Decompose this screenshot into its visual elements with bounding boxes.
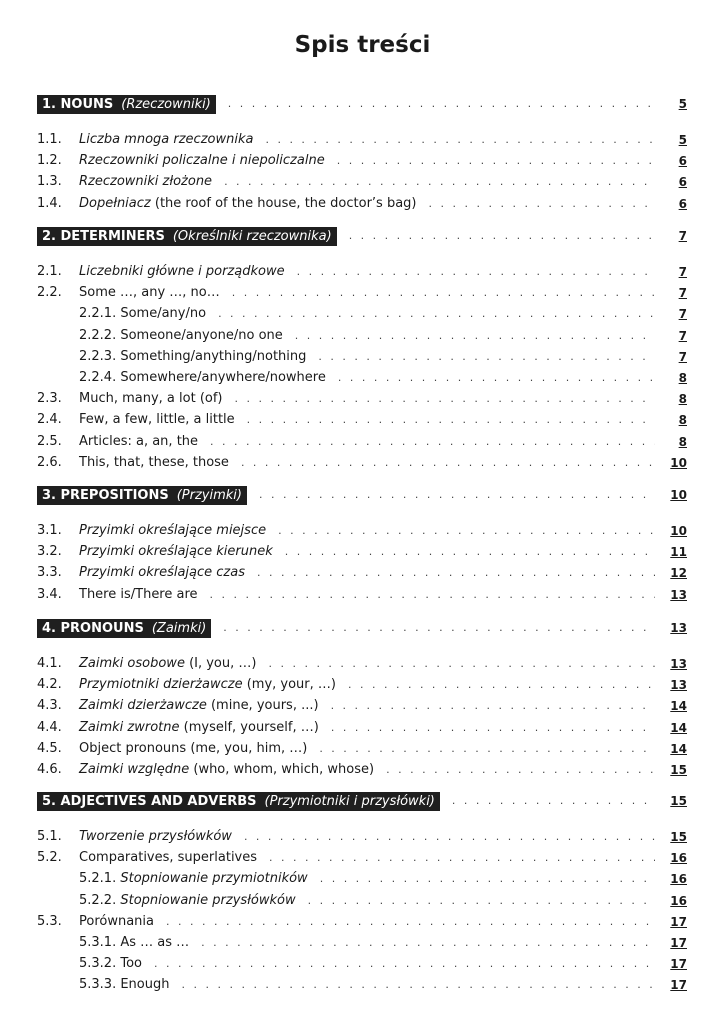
item-number: 2.1. [37,264,62,279]
item-prefix: 5.2.1. [79,871,121,887]
toc-subitem[interactable] [37,891,687,911]
dot-leader [241,453,655,473]
item-label [79,194,417,214]
item-number: 2.4. [37,412,62,428]
dot-leader [244,827,655,847]
item-label-text: 5.3.2. Too [79,956,142,972]
item-label-text: Comparatives, superlatives [79,850,258,866]
toc-subitem[interactable] [37,326,687,346]
item-number: 2.6. [37,454,62,470]
item-label-text: This, that, these, those [79,454,229,470]
dot-leader [247,410,655,430]
item-label [79,389,223,409]
item-number: 3.2. [37,544,62,560]
dot-leader [232,283,655,303]
page-number[interactable]: 7 [678,229,687,243]
item-label [79,542,273,562]
item-label-text: 2.2.3. Something/anything/nothing [79,348,307,364]
page-number[interactable]: 14 [670,720,687,735]
dot-leader [210,585,655,605]
dot-leader [210,432,655,452]
item-label-italic: Przyimki określające kierunek [79,544,273,560]
item-label [79,739,307,759]
item-label [79,585,198,605]
toc-item[interactable] [37,389,687,409]
page-number[interactable]: 8 [678,371,687,385]
page-number[interactable]: 6 [678,196,687,211]
dot-leader [348,675,655,695]
item-label [79,326,283,346]
page-number[interactable]: 15 [670,763,687,777]
item-label-italic: Przyimki określające czas [79,565,245,581]
item-label-text: (I, you, …) [184,656,257,671]
dot-leader [349,226,655,246]
toc-item[interactable] [37,675,687,695]
item-label-italic: Rzeczowniki policzalne i niepoliczalne [79,153,325,169]
item-label-italic: Dopełniacz [79,195,151,211]
dot-leader [278,521,655,541]
page-number[interactable]: 11 [670,545,687,560]
item-number: 4.4. [37,719,62,735]
item-label-text: Object pronouns (me, you, him, …) [79,740,308,756]
page-number[interactable]: 5 [678,97,687,111]
item-label-text: Few, a few, little, a little [79,412,235,428]
item-label [79,718,319,738]
section-title-label [37,619,211,638]
item-number: 3.4. [37,586,62,602]
dot-leader [386,760,655,780]
item-label-text: 2.2.4. Somewhere/anywhere/nowhere [79,370,326,385]
dot-leader [201,933,655,953]
page-number[interactable]: 7 [678,328,687,343]
page-number[interactable]: 13 [670,657,687,671]
dot-leader [308,891,655,911]
page-number[interactable]: 14 [670,741,687,756]
toc-item[interactable] [37,585,687,605]
item-label [79,848,257,868]
item-label-italic: Zaimki zwrotne [79,719,180,735]
section-title-label [37,486,247,505]
item-label-text: There is/There are [79,586,198,602]
dot-leader [452,791,655,811]
dot-leader [265,130,655,150]
toc-item[interactable] [37,848,687,868]
item-label-italic: Liczba mnoga rzeczownika [79,132,254,147]
item-label [79,347,306,367]
toc-item[interactable] [37,130,687,150]
item-number: 5.2. [37,850,62,866]
item-label [79,891,296,911]
item-label [79,130,253,150]
dot-leader [429,194,656,214]
page-number[interactable]: 16 [670,872,687,887]
toc-item[interactable] [37,194,687,214]
dot-leader [259,485,655,505]
page-number[interactable]: 13 [670,621,687,635]
toc-subitem[interactable] [37,954,687,974]
item-label-italic: Rzeczowniki złożone [79,174,213,190]
item-prefix: 5.2.2. [79,892,121,908]
dot-leader [218,304,655,324]
item-label-text: 5.3.3. Enough [79,977,170,993]
section-title: 5. ADJECTIVES AND ADVERBS [42,793,257,809]
dot-leader [154,954,655,974]
toc-item[interactable] [37,151,687,171]
page-number[interactable]: 16 [670,893,687,908]
toc-item[interactable] [37,410,687,430]
toc-section-header[interactable] [37,791,687,811]
toc-item[interactable] [37,696,687,716]
item-label [79,696,319,716]
item-label-text: (myself, yourself, …) [179,719,319,735]
toc-subitem[interactable] [37,933,687,953]
page-number[interactable]: 17 [670,957,687,972]
section-title-label [37,792,440,811]
toc-section-header[interactable] [37,226,687,246]
item-number: 4.5. [37,740,62,756]
dot-leader [269,848,655,868]
item-label-italic: Tworzenie przysłówków [79,829,232,844]
dot-leader [223,618,655,638]
page-number[interactable]: 15 [670,830,687,844]
item-number: 1.4. [37,195,62,211]
item-label [79,933,189,953]
item-label-italic: Przymiotniki dzierżawcze [79,677,243,693]
section-subtitle: (Zaimki) [151,620,207,636]
item-number: 3.3. [37,565,62,581]
section-subtitle: (Przyimki) [176,487,242,503]
page-number[interactable]: 7 [678,349,687,364]
toc-item[interactable] [37,432,687,452]
page-number[interactable]: 7 [678,286,687,301]
item-label-text: Articles: a, an, the [79,433,199,449]
section-title: 1. NOUNS [42,96,114,112]
item-label [79,172,212,192]
item-label-italic: Zaimki osobowe [79,656,185,671]
toc-item[interactable] [37,262,687,282]
section-title: 4. PRONOUNS [42,620,144,636]
item-number: 4.6. [37,762,62,777]
page-number[interactable]: 7 [678,307,687,322]
dot-leader [257,563,655,583]
toc-subitem[interactable] [37,347,687,367]
item-number: 1.2. [37,153,62,169]
item-label-text: Some …, any …, no… [79,285,220,301]
dot-leader [320,869,655,889]
dot-leader [331,696,655,716]
page-number[interactable]: 10 [670,524,687,538]
item-label-italic: Stopniowanie przysłówków [120,892,296,908]
dot-leader [224,172,655,192]
dot-leader [297,262,655,282]
item-label-italic: Liczebniki główne i porządkowe [79,264,285,279]
item-number: 4.3. [37,698,62,714]
item-number: 5.3. [37,913,62,929]
item-number: 4.1. [37,656,62,671]
item-label [79,675,336,695]
toc-item[interactable] [37,563,687,583]
toc-item[interactable] [37,827,687,847]
toc-item[interactable] [37,654,687,674]
dot-leader [318,347,655,367]
dot-leader [338,368,655,388]
section-title: 3. PREPOSITIONS [42,487,169,503]
page-number[interactable]: 8 [678,413,687,428]
item-number: 1.3. [37,174,62,190]
toc-item[interactable] [37,542,687,562]
dot-leader [337,151,655,171]
item-label-text: (my, your, …) [242,677,336,693]
item-label [79,975,169,995]
page-number[interactable]: 15 [670,794,687,808]
page-number[interactable]: 10 [670,488,687,502]
item-label [79,283,220,303]
item-label [79,563,245,583]
item-number: 2.5. [37,433,62,449]
item-label [79,453,229,473]
item-number: 3.1. [37,523,62,538]
page-number[interactable]: 6 [678,154,687,169]
dot-leader [235,389,655,409]
item-label [79,151,325,171]
item-label [79,368,326,388]
item-label [79,827,232,847]
toc-item[interactable] [37,718,687,738]
dot-leader [331,718,655,738]
toc-item[interactable] [37,739,687,759]
section-subtitle: (Określniki rzeczownika) [172,228,332,244]
page-number[interactable]: 14 [670,699,687,714]
dot-leader [268,654,655,674]
item-label-text: (who, whom, which, whose) [189,762,375,777]
item-number: 4.2. [37,677,62,693]
page-number[interactable]: 17 [670,978,687,993]
section-subtitle: (Przymiotniki i przysłówki) [264,793,435,809]
dot-leader [295,326,655,346]
page-number[interactable]: 8 [678,434,687,449]
dot-leader [166,912,655,932]
section-subtitle: (Rzeczowniki) [121,96,211,112]
section-title: 2. DETERMINERS [42,228,165,244]
item-label-text: (the roof of the house, the doctor’s bag) [150,195,417,211]
toc-subitem[interactable] [37,975,687,995]
toc-item[interactable] [37,283,687,303]
item-number: 5.1. [37,829,62,844]
page-number[interactable]: 17 [670,914,687,929]
page-number[interactable]: 16 [670,851,687,866]
item-label-text: Porównania [79,913,154,929]
page-number[interactable]: 17 [670,936,687,950]
item-label [79,912,154,932]
item-label-italic: Stopniowanie przymiotników [120,871,308,887]
item-label-text: (mine, yours, ...) [206,698,319,714]
item-label [79,304,206,324]
toc-item[interactable] [37,760,687,780]
section-title-label [37,227,337,246]
item-label [79,521,266,541]
page-number[interactable]: 5 [678,133,687,147]
item-label-text: Much, many, a lot (of) [79,391,223,407]
item-label [79,262,285,282]
item-number: 2.3. [37,391,62,407]
page-number[interactable]: 10 [670,455,687,470]
section-title-label [37,95,216,114]
item-label [79,654,256,674]
item-label-text: 5.3.1. As … as … [79,935,190,950]
toc-item[interactable] [37,912,687,932]
page-number[interactable]: 6 [678,175,687,190]
toc-section-header[interactable] [37,485,687,505]
dot-leader [319,739,655,759]
page-number[interactable]: 12 [670,566,687,581]
page-title: Spis treści [294,32,431,58]
item-label [79,954,142,974]
page-number[interactable]: 13 [670,678,687,693]
item-label-italic: Zaimki względne [79,762,190,777]
dot-leader [285,542,655,562]
dot-leader [228,94,655,114]
toc-subitem[interactable] [37,869,687,889]
page-number[interactable]: 8 [678,392,687,407]
page-number[interactable]: 7 [678,265,687,279]
item-label [79,410,235,430]
dot-leader [181,975,655,995]
toc-section-header[interactable] [37,94,687,114]
toc-item[interactable] [37,453,687,473]
toc-section-header[interactable] [37,618,687,638]
toc-subitem[interactable] [37,368,687,388]
item-label [79,432,198,452]
item-label-italic: Przyimki określające miejsce [79,523,267,538]
item-label-text: 2.2.1. Some/any/no [79,306,207,322]
page-number[interactable]: 13 [670,587,687,602]
toc-item[interactable] [37,521,687,541]
toc-item[interactable] [37,172,687,192]
item-label [79,869,308,889]
item-label [79,760,374,780]
item-number: 1.1. [37,132,62,147]
toc-subitem[interactable] [37,304,687,324]
item-label-text: 2.2.2. Someone/anyone/no one [79,327,283,343]
item-number: 2.2. [37,285,62,301]
item-label-italic: Zaimki dzierżawcze [79,698,207,714]
